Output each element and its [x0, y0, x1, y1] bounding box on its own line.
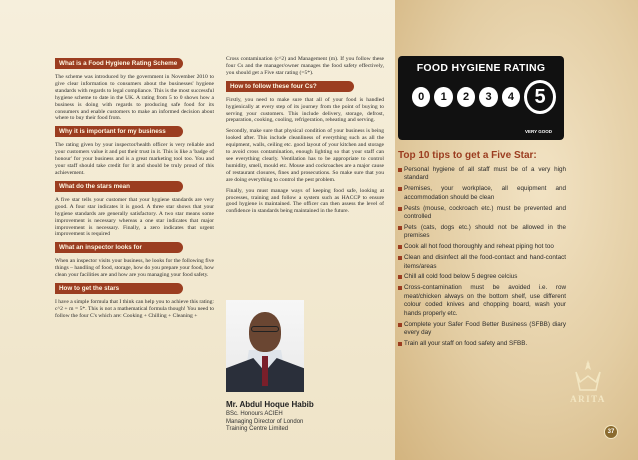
tip-item [398, 321, 566, 338]
tip-text: Chill all cold food below 5 degree celcius [404, 273, 518, 281]
middle-column [226, 56, 384, 219]
section-heading: What an inspector looks for [55, 242, 183, 253]
bullet-icon [398, 256, 402, 260]
author-photo [226, 300, 304, 392]
tip-text: Cross-contamination must be avoided i.e. row meat/chicken always on the bottom shelf, use different colour coded knives and chopping board, wash your hands properly etc. [404, 284, 566, 317]
bullet-icon [398, 168, 402, 172]
author-role: Managing Director of London [226, 418, 304, 425]
tip-item [398, 166, 566, 183]
tip-item [398, 205, 566, 222]
section-paragraph: Secondly, make sure that physical condition of your business is being looked after. This include cleanliness of everything such as all the equipment, walls, ceiling etc. good layout of your kitchen and storage to avoid cross contamination, enough lighting so that your staff can see everything clearly. Ventilation has to be appropriate to control humidity, smell, mould etc. Mouse and cockroaches are a major cause of restaurant closures, fines and prosecutions. So make sure that you are doing everything to control the pest problem. [226, 128, 384, 183]
author-caption [226, 400, 376, 434]
section-paragraph: The scheme was introduced by the government in November 2010 to give clear information to consumers about the businesses' hygiene standards with regards to legal compliance. This is the most successful hygiene scheme to date in the UK. A rating from 5 to 0 shows how a business is doing with regards to producing safe food for its consumers and enable customers to make an informed decision about where to buy their food from. [55, 74, 214, 122]
section-heading: How to follow these four Cs? [226, 81, 354, 92]
section-paragraph: Firstly, you need to make sure that all of your food is handled hygienically at every step of its journey from the point of buying to serving your customers. This include delivery, storage, defrost, preparation, cooking, cooling, refrigeration, reheating and serving. [226, 96, 384, 124]
tip-item [398, 340, 566, 348]
left-column [55, 56, 214, 324]
rating-scale [406, 80, 556, 114]
tips-list [398, 166, 566, 351]
bullet-icon [398, 275, 402, 279]
section-heading: How to get the stars [55, 283, 183, 294]
section-heading: Why it is important for my business [55, 126, 183, 137]
tips-heading: Top 10 tips to get a Five Star: [398, 150, 537, 161]
tip-text: Pests (mouse, cockroach etc.) must be prevented and controlled [404, 204, 566, 221]
bullet-icon [398, 342, 402, 346]
food-hygiene-rating-badge [398, 56, 564, 140]
section-paragraph: A five star tells your customer that your hygiene standards are very good. A four star indicates it is good. A three star shows that your hygiene standards are generally satisfactory. A two star means some improvement is necessary whereas a one star indicates that major improvement is necessary. Finally, a zero indicates that urgent improvement is required [55, 196, 214, 238]
tip-text: Clean and disinfect all the food-contact and hand-contact items/areas [404, 254, 566, 270]
tip-text: Premises, your workplace, all equipment and accommodation should be clean [404, 185, 566, 201]
necktie [262, 356, 268, 386]
tip-text: Cook all hot food thoroughly and reheat piping hot too [404, 243, 554, 251]
rating-circle: 0 [412, 87, 430, 107]
section-paragraph: The rating given by your inspector/health officer is very reliable and your customers value it and put their trust in it. This is like a 'badge of honour' for your business and is a great marketing tool too. You and your staff should take credit for it and should be truly proud of this achievement. [55, 142, 214, 176]
section-paragraph: I have a simple formula that I think can help you to achieve this rating: c^2 + m = 5*. This is not a mathematical formula though! You need to follow the four C's which are: Cooking + Chilling + Cleaning + [55, 299, 214, 319]
section-heading: What is a Food Hygiene Rating Scheme [55, 58, 183, 69]
page-number: 37 [604, 425, 618, 439]
rating-circle: 3 [479, 87, 497, 107]
author-name: Mr. Abdul Hoque Habib [226, 400, 314, 409]
rating-circle: 2 [457, 87, 475, 107]
author-org: Training Centre Limited [226, 426, 289, 432]
tip-item [398, 284, 566, 318]
author-credentials: BSc. Honours ACIEH [226, 411, 283, 417]
bullet-icon [398, 207, 402, 211]
tip-text: Train all your staff on food safety and SFBB. [404, 339, 528, 347]
bullet-icon [398, 226, 402, 230]
section-heading: What do the stars mean [55, 181, 183, 192]
bullet-icon [398, 187, 402, 191]
intro-paragraph: Cross contamination (c^2) and Management (m). If you follow these four Cs and the manager/owner manages the food safety effectively, you should get a Five star rating (=5*). [226, 56, 384, 76]
section-paragraph: When an inspector visits your business, he looks for the following five things – handling of food, storage, how do you prepare your food, how clean your facilities are and how are you managing your food safety. [55, 258, 214, 279]
tip-item [398, 185, 566, 202]
glasses [251, 326, 279, 332]
tip-text: Personal hygiene of all staff must be of a very high standard [404, 166, 566, 182]
tip-item [398, 254, 566, 271]
crown-icon [566, 356, 610, 396]
section-paragraph: Finally, you must manage ways of keeping food safe, looking at processes, training and follow a system such as HACCP to ensure good hygiene is maintained. The officer can then assess the level of confidence in standards being maintained in the future. [226, 187, 384, 215]
bullet-icon [398, 323, 402, 327]
tip-text: Complete your Safer Food Better Business (SFBB) diary every day [404, 320, 566, 336]
bullet-icon [398, 245, 402, 249]
tip-item [398, 243, 566, 251]
tip-item [398, 273, 566, 281]
badge-title: FOOD HYGIENE RATING [416, 62, 546, 74]
author-face [249, 312, 281, 352]
rating-circle: 1 [434, 87, 452, 107]
rating-circle: 4 [502, 87, 520, 107]
arita-logo [566, 356, 610, 420]
bullet-icon [398, 286, 402, 290]
logo-text: ARITA [570, 394, 606, 404]
selected-rating: 5 [524, 80, 556, 114]
tip-item [398, 224, 566, 241]
tip-text: Pets (cats, dogs etc.) should not be allowed in the premises [404, 223, 566, 240]
badge-footer: VERY GOOD [524, 129, 552, 134]
